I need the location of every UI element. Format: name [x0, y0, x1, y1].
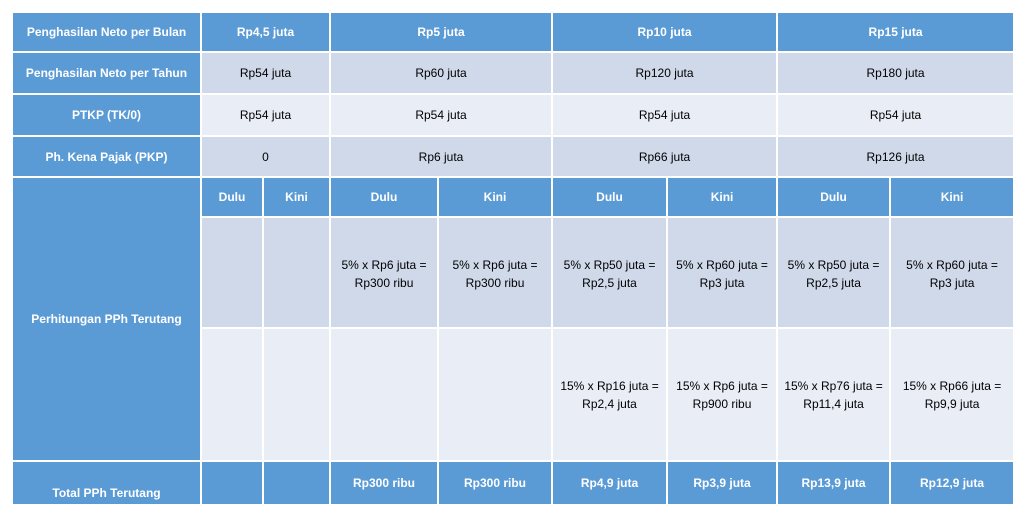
pkp-col-2: Rp6 juta: [331, 137, 551, 176]
yearly-col-4: Rp180 juta: [778, 53, 1013, 93]
ptkp-col-3: Rp54 juta: [553, 95, 776, 135]
yearly-col-1: Rp54 juta: [202, 53, 329, 93]
monthly-col-1: Rp4,5 juta: [202, 13, 329, 51]
tier1-cell-8: 5% x Rp60 juta = Rp3 juta: [891, 218, 1013, 327]
pkp-col-1: 0: [202, 137, 329, 176]
tier1-cell-2: [264, 218, 329, 327]
total-cell-3: Rp300 ribu: [331, 462, 437, 504]
tier1-cell-3: 5% x Rp6 juta = Rp300 ribu: [331, 218, 437, 327]
tier1-cell-7: 5% x Rp50 juta = Rp2,5 juta: [778, 218, 889, 327]
subheader-kini-1: Kini: [264, 178, 329, 216]
row-calc-subheaders: [13, 178, 1013, 216]
yearly-col-3: Rp120 juta: [553, 53, 776, 93]
pkp-col-3: Rp66 juta: [553, 137, 776, 176]
total-cell-6: Rp3,9 juta: [668, 462, 776, 504]
ptkp-col-2: Rp54 juta: [331, 95, 551, 135]
total-cell-1: [202, 462, 262, 504]
tier2-cell-3: [331, 329, 437, 460]
pkp-col-4: Rp126 juta: [778, 137, 1013, 176]
row-label-monthly: Penghasilan Neto per Bulan: [13, 13, 200, 51]
row-label-total: Total PPh Terutang: [13, 462, 200, 504]
yearly-col-2: Rp60 juta: [331, 53, 551, 93]
total-cell-8: Rp12,9 juta: [891, 462, 1013, 504]
tier1-cell-6: 5% x Rp60 juta = Rp3 juta: [668, 218, 776, 327]
total-cell-4: Rp300 ribu: [439, 462, 551, 504]
subheader-dulu-4: Dulu: [778, 178, 889, 216]
monthly-col-2: Rp5 juta: [331, 13, 551, 51]
tier1-cell-5: 5% x Rp50 juta = Rp2,5 juta: [553, 218, 666, 327]
tax-comparison-table: [11, 11, 1015, 506]
tier2-cell-2: [264, 329, 329, 460]
total-cell-7: Rp13,9 juta: [778, 462, 889, 504]
tier2-cell-7: 15% x Rp76 juta = Rp11,4 juta: [778, 329, 889, 460]
monthly-col-4: Rp15 juta: [778, 13, 1013, 51]
row-label-calc: Perhitungan PPh Terutang: [13, 178, 200, 460]
subheader-dulu-3: Dulu: [553, 178, 666, 216]
row-ptkp: [13, 95, 1013, 135]
tier2-cell-8: 15% x Rp66 juta = Rp9,9 juta: [891, 329, 1013, 460]
row-yearly-income: [13, 53, 1013, 93]
subheader-kini-4: Kini: [891, 178, 1013, 216]
total-cell-5: Rp4,9 juta: [553, 462, 666, 504]
row-label-pkp: Ph. Kena Pajak (PKP): [13, 137, 200, 176]
row-pkp: [13, 137, 1013, 176]
total-cell-2: [264, 462, 329, 504]
tier2-cell-5: 15% x Rp16 juta = Rp2,4 juta: [553, 329, 666, 460]
tier2-cell-4: [439, 329, 551, 460]
ptkp-col-1: Rp54 juta: [202, 95, 329, 135]
tier2-cell-1: [202, 329, 262, 460]
row-label-yearly: Penghasilan Neto per Tahun: [13, 53, 200, 93]
tier1-cell-1: [202, 218, 262, 327]
tier1-cell-4: 5% x Rp6 juta = Rp300 ribu: [439, 218, 551, 327]
subheader-dulu-1: Dulu: [202, 178, 262, 216]
row-total: [13, 462, 1013, 504]
monthly-col-3: Rp10 juta: [553, 13, 776, 51]
subheader-kini-2: Kini: [439, 178, 551, 216]
subheader-kini-3: Kini: [668, 178, 776, 216]
tier2-cell-6: 15% x Rp6 juta = Rp900 ribu: [668, 329, 776, 460]
row-monthly-income: [13, 13, 1013, 51]
ptkp-col-4: Rp54 juta: [778, 95, 1013, 135]
subheader-dulu-2: Dulu: [331, 178, 437, 216]
row-label-ptkp: PTKP (TK/0): [13, 95, 200, 135]
